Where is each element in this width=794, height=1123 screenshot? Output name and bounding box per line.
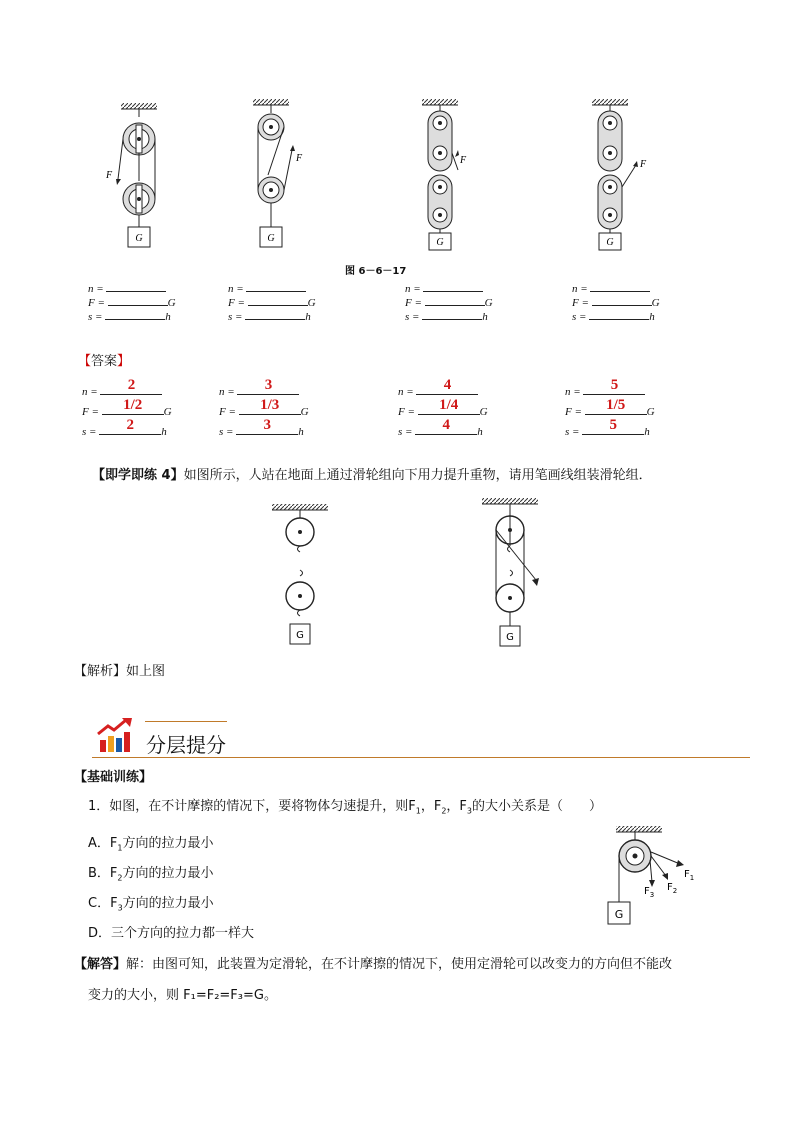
- blank-column-2: n = F = G s = h: [228, 283, 316, 323]
- weight-label: G: [606, 237, 614, 248]
- solution-line-2: 变力的大小，则 F₁=F₂=F₃=G。: [88, 988, 277, 1003]
- answer-column-4: n = 5 F = 1/5 G s = 5 h: [565, 377, 655, 438]
- blank-n[interactable]: [590, 281, 650, 292]
- option-d[interactable]: D．三个方向的拉力都一样大: [88, 926, 255, 941]
- blank-n[interactable]: [106, 281, 166, 292]
- analysis: [74, 662, 165, 682]
- blank-column-3: n = F = G s = h: [405, 283, 493, 323]
- fixed-pulley-figure: [598, 824, 708, 934]
- answer-n: 3: [264, 377, 273, 393]
- chart-growth-icon: [96, 718, 136, 756]
- answer-n: 5: [610, 377, 619, 393]
- answer-s: 4: [442, 417, 450, 433]
- blank-s[interactable]: [589, 309, 649, 320]
- pulley-system-3: [422, 99, 467, 250]
- solution-tag: 【解答】: [74, 957, 127, 972]
- blank-s[interactable]: [105, 309, 165, 320]
- weight-label: G: [614, 908, 624, 921]
- weight-label: G: [506, 632, 514, 643]
- blank-s[interactable]: [245, 309, 305, 320]
- blank-column-1: n = F = G s = h: [88, 283, 176, 323]
- section-title: 分层提分: [146, 733, 226, 757]
- practice-4-figures: [260, 498, 560, 653]
- option-c[interactable]: C．$F_3$方向的拉力最小: [88, 896, 214, 913]
- section-divider: [92, 757, 750, 758]
- answer-column-1: n = 2 F = 1/2 G s = 2 h: [82, 377, 172, 438]
- force-label: F: [296, 153, 303, 164]
- f3-label: $F_3$: [644, 886, 655, 899]
- blank-F[interactable]: [248, 295, 308, 306]
- figure-caption: 图 6－6－17: [345, 266, 407, 277]
- answer-s: 5: [609, 417, 617, 433]
- blank-n[interactable]: [246, 281, 306, 292]
- answer-F: 1/4: [439, 397, 459, 413]
- practice-4: [92, 466, 732, 486]
- answer-F: 1/3: [260, 397, 280, 413]
- force-label: F: [106, 170, 113, 181]
- section-title-overline: [145, 721, 227, 722]
- answer-column-2: n = 3 F = 1/3 G s = 3 h: [219, 377, 309, 438]
- f2-label: $F_2$: [667, 882, 678, 895]
- basic-training-tag: 【基础训练】: [74, 770, 153, 785]
- answer-s: 3: [263, 417, 271, 433]
- pulley-system-1: [105, 103, 157, 247]
- weight-label: G: [296, 630, 304, 641]
- blank-n[interactable]: [423, 281, 483, 292]
- weight-label: G: [267, 233, 275, 244]
- answer-column-3: n = 4 F = 1/4 G s = 4 h: [398, 377, 488, 438]
- solution: [74, 955, 764, 1006]
- solution-line-1: 解：由图可知，此装置为定滑轮，在不计摩擦的情况下，使用定滑轮可以改变力的方向但不能改: [126, 957, 673, 972]
- blank-F[interactable]: [425, 295, 485, 306]
- answer-heading: 【答案】: [78, 354, 131, 369]
- blank-F[interactable]: [592, 295, 652, 306]
- answer-F: 1/2: [123, 397, 143, 413]
- force-label: F: [460, 155, 467, 166]
- answer-n: 4: [443, 377, 452, 393]
- analysis-text: 如上图: [126, 664, 166, 679]
- blank-column-4: n = F = G s = h: [572, 283, 660, 323]
- assembled-pulley-figure: [482, 498, 539, 646]
- practice-4-text: 如图所示，人站在地面上通过滑轮组向下用力提升重物，请用笔画线组装滑轮组．: [183, 468, 652, 483]
- weight-label: G: [135, 233, 143, 244]
- blank-F[interactable]: [108, 295, 168, 306]
- unassembled-pulley-figure: [272, 504, 328, 644]
- option-a[interactable]: A．$F_1$方向的拉力最小: [88, 836, 214, 853]
- answer-F: 1/5: [606, 397, 626, 413]
- weight-label: G: [436, 237, 444, 248]
- answer-n: 2: [127, 377, 136, 393]
- pulley-system-4: [592, 99, 647, 250]
- blank-s[interactable]: [422, 309, 482, 320]
- question-1-stem: 1．如图，在不计摩擦的情况下，要将物体匀速提升，则$F_1$，$F_2$，$F_3$的大小关系是（ ）: [88, 799, 603, 816]
- answer-s: 2: [126, 417, 134, 433]
- force-label: F: [640, 159, 647, 170]
- option-b[interactable]: B．$F_2$方向的拉力最小: [88, 866, 214, 883]
- f1-label: $F_1$: [684, 869, 695, 882]
- pulley-system-2: [253, 99, 303, 247]
- analysis-tag: 【解析】: [74, 664, 127, 679]
- pulley-figure-6-6-17: [0, 95, 794, 255]
- practice-4-tag: 【即学即练 4】: [92, 468, 184, 483]
